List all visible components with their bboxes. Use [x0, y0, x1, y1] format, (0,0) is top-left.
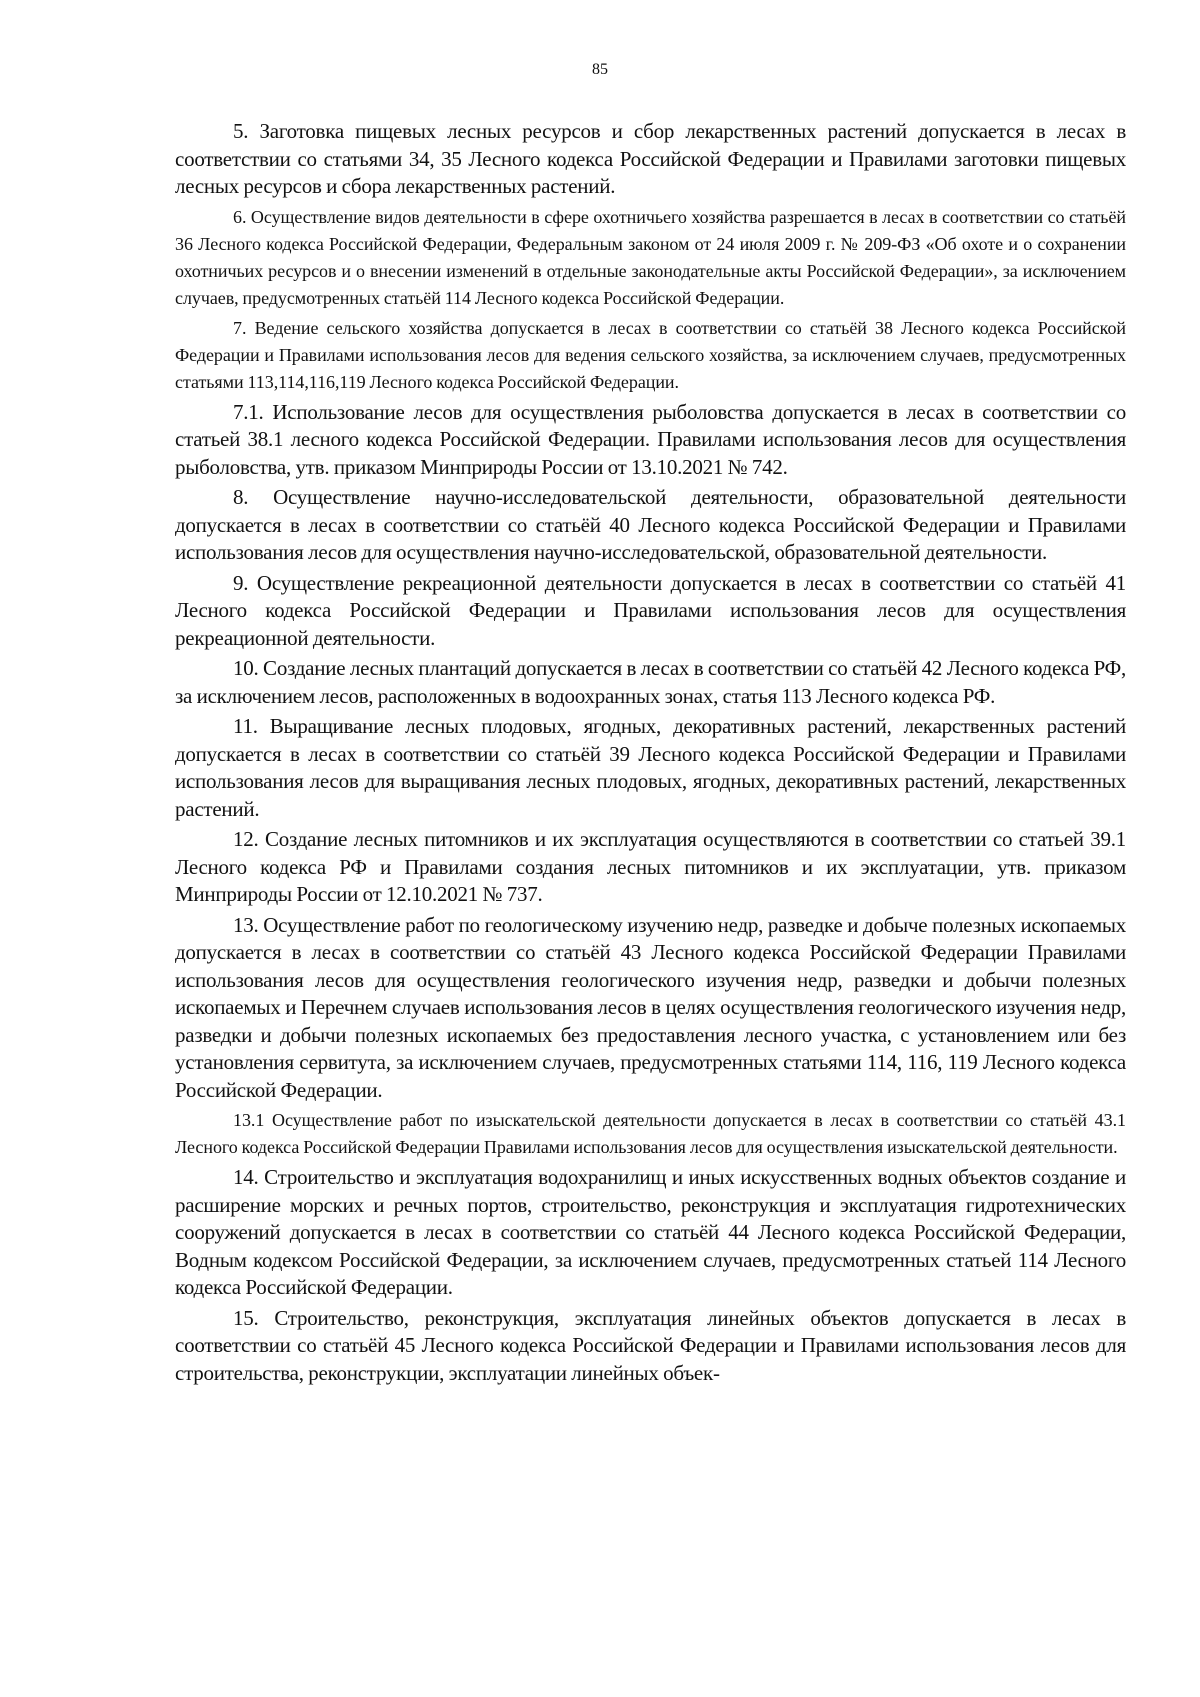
paragraph-8: 8. Осуществление научно-исследовательской деятельности, образовательной деятельности допускается в лесах в соответствии со статьёй 40 Лесного кодекса Российской Федерации и Правилами использования лесов для осуществления научно-исследовательской, образовательной деятельности. [175, 485, 1126, 564]
paragraph-6: 6. Осуществление видов деятельности в сфере охотничьего хозяйства разрешается в лесах в соответствии со статьёй 36 Лесного кодекса Российской Федерации, Федеральным законом от 24 июля 2009 г. № 209-ФЗ «Об охоте и о сохранении охотничьих ресурсов и о внесении изменений в отдельные законодательные акты Российской Федерации», за исключением случаев, предусмотренных статьёй 114 Лесного кодекса Российской Федерации. [175, 206, 1126, 308]
page-number: 85 [592, 61, 608, 78]
paragraph-9: 9. Осуществление рекреационной деятельности допускается в лесах в соответствии со статьёй 41 Лесного кодекса Российской Федерации и Правилами использования лесов для осуществления рекреационной деятельности. [175, 570, 1126, 650]
paragraph-15: 15. Строительство, реконструкция, эксплуатация линейных объектов допускается в лесах в соответствии со статьёй 45 Лесного кодекса Российской Федерации и Правилами использования лесов для строительства, реконструкции, эксплуатации линейных объек- [175, 1305, 1126, 1385]
paragraph-11: 11. Выращивание лесных плодовых, ягодных, декоративных растений, лекарственных растений допускается в лесах в соответствии со статьёй 39 Лесного кодекса Российской Федерации и Правилами использования лесов для выращивания лесных плодовых, ягодных, декоративных растений, лекарственных растений. [175, 714, 1126, 821]
paragraph-5: 5. Заготовка пищевых лесных ресурсов и сбор лекарственных растений допускается в лесах в соответствии со статьями 34, 35 Лесного кодекса Российской Федерации и Правилами заготовки пищевых лесных ресурсов и сбора лекарственных растений. [175, 119, 1126, 198]
paragraph-13: 13. Осуществление работ по геологическому изучению недр, разведке и добыче полезных ископаемых допускается в лесах в соответствии со статьёй 43 Лесного кодекса Российской Федерации Правилами использования лесов для осуществления геологического изучения недр, разведки и добычи полезных ископаемых и Перечнем случаев использования лесов в целях осуществления геологического изучения недр, разведки и добычи полезных ископаемых без предоставления лесного участка, с установлением или без установления сервитута, за исключением случаев, предусмотренных статьями 114, 116, 119 Лесного кодекса Российской Федерации. [175, 912, 1126, 1102]
paragraph-10: 10. Создание лесных плантаций допускается в лесах в соответствии со статьёй 42 Лесного кодекса РФ, за исключением лесов, расположенных в водоохранных зонах, статья 113 Лесного кодекса РФ. [175, 656, 1126, 708]
paragraph-14: 14. Строительство и эксплуатация водохранилищ и иных искусственных водных объектов создание и расширение морских и речных портов, строительство, реконструкция и эксплуатация гидротехнических сооружений допускается в лесах в соответствии со статьёй 44 Лесного кодекса Российской Федерации, Водным кодексом Российской Федерации, за исключением случаев, предусмотренных статьей 114 Лесного кодекса Российской Федерации. [175, 1165, 1126, 1299]
paragraph-13-1: 13.1 Осуществление работ по изыскательской деятельности допускается в лесах в соответствии со статьёй 43.1 Лесного кодекса Российской Федерации Правилами использования лесов для осуществления изыскательской деятельности. [175, 1110, 1126, 1157]
paragraph-7-1: 7.1. Использование лесов для осуществления рыболовства допускается в лесах в соответствии со статьей 38.1 лесного кодекса Российской Федерации. Правилами использования лесов для осуществления рыболовства, утв. приказом Минприроды России от 13.10.2021 № 742. [175, 399, 1126, 479]
paragraph-7: 7. Ведение сельского хозяйства допускается в лесах в соответствии со статьёй 38 Лесного кодекса Российской Федерации и Правилами использования лесов для ведения сельского хозяйства, за исключением случаев, предусмотренных статьями 113,114,116,119 Лесного кодекса Российской Федерации. [175, 317, 1126, 392]
document-body [175, 118, 1126, 1390]
paragraph-12: 12. Создание лесных питомников и их эксплуатация осуществляются в соответствии со статьей 39.1 Лесного кодекса РФ и Правилами создания лесных питомников и их эксплуатации, утв. приказом Минприроды России от 12.10.2021 № 737. [175, 827, 1126, 906]
